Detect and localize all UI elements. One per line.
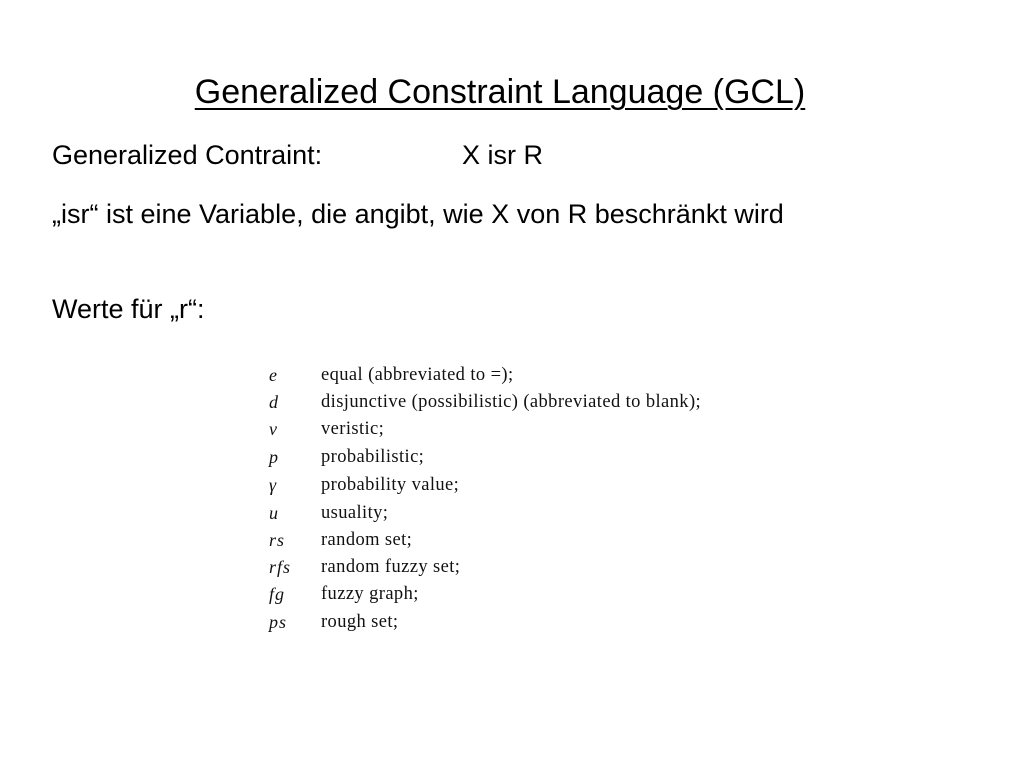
list-item-symbol: ν: [269, 419, 278, 439]
slide-title: Generalized Constraint Language (GCL): [194, 73, 806, 111]
list-item: [265, 500, 805, 524]
list-item-symbol: rs: [269, 530, 286, 550]
constraint-label: Generalized Contraint:: [52, 140, 323, 170]
list-item-description: rough set;: [321, 612, 399, 632]
constraint-value: X isr R: [462, 140, 543, 170]
list-item: [265, 609, 805, 633]
isr-description: „isr“ ist eine Variable, die angibt, wie X von R beschränkt wird: [52, 199, 784, 229]
constraint-line: [52, 138, 543, 172]
list-item-symbol: d: [269, 392, 279, 412]
list-item-symbol: γ: [269, 475, 278, 495]
list-item: [265, 362, 805, 386]
list-item-symbol: fg: [269, 584, 286, 604]
list-item-description: random set;: [321, 530, 413, 550]
list-item-symbol: rfs: [269, 557, 292, 577]
list-item: [265, 554, 805, 578]
list-item-description: disjunctive (possibilistic) (abbreviated to blank);: [321, 392, 702, 412]
list-item-description: usuality;: [321, 503, 389, 523]
list-item-description: probability value;: [321, 475, 460, 495]
list-item-description: veristic;: [321, 419, 385, 439]
list-item-description: probabilistic;: [321, 447, 425, 467]
list-item-description: equal (abbreviated to =);: [321, 365, 514, 385]
list-item-description: random fuzzy set;: [321, 557, 461, 577]
list-item: [265, 472, 805, 496]
list-item: [265, 444, 805, 468]
list-item-symbol: u: [269, 503, 279, 523]
list-item-symbol: ps: [269, 612, 288, 632]
list-item: [265, 581, 805, 605]
list-item: [265, 416, 805, 440]
list-item-description: fuzzy graph;: [321, 584, 419, 604]
werte-label: Werte für „r“:: [52, 294, 205, 324]
list-item-symbol: e: [269, 365, 278, 385]
list-item: [265, 527, 805, 551]
list-item-symbol: p: [269, 447, 279, 467]
scanned-value-list: [265, 358, 805, 638]
list-item: [265, 389, 805, 413]
